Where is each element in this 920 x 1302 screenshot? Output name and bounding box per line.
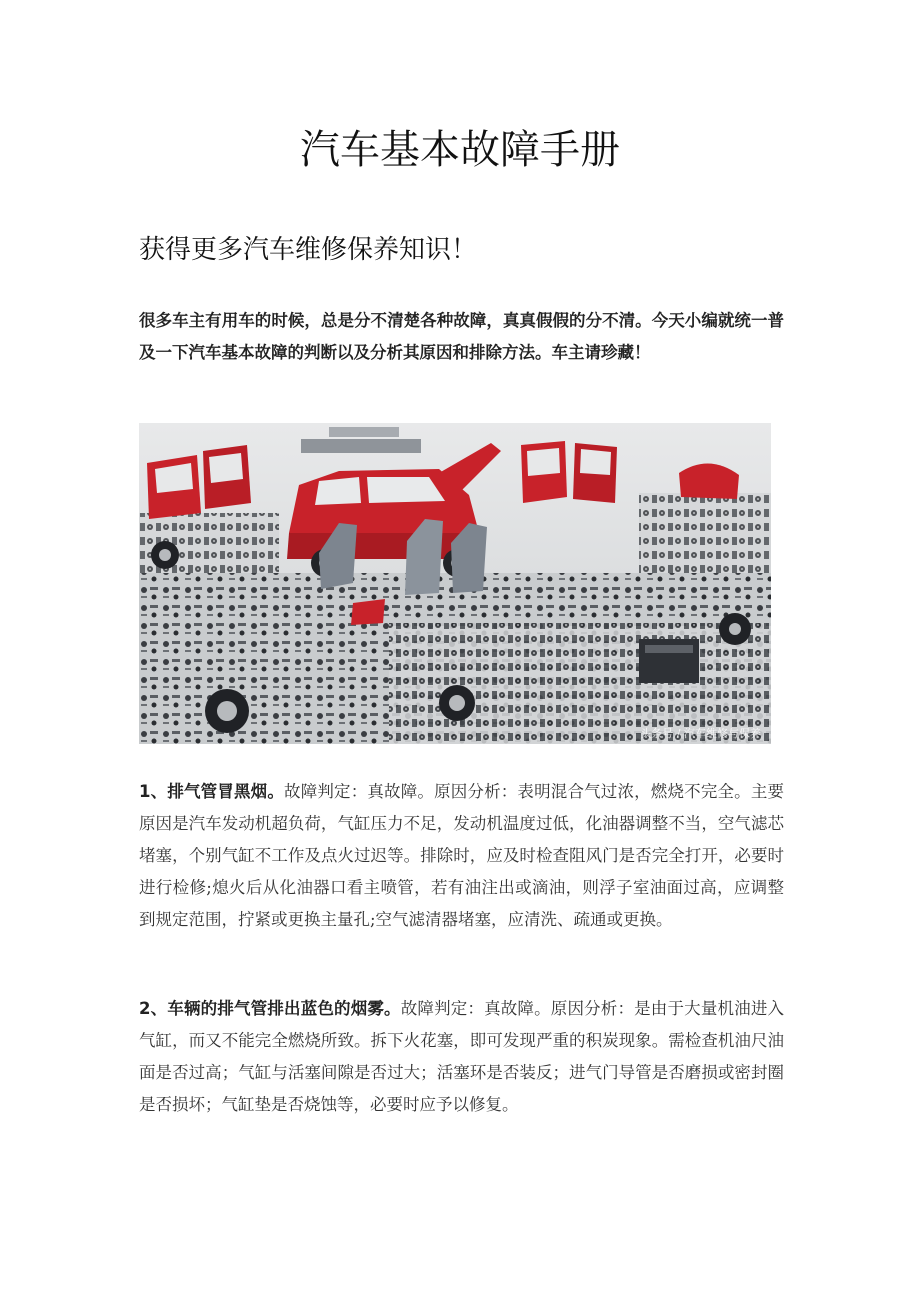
document-subtitle: 获得更多汽车维修保养知识！	[139, 235, 478, 265]
photo-watermark: 头条号 / 汽车维修与保养	[640, 727, 761, 740]
section-2-body: 故障判定：真故障。原因分析：是由于大量机油进入气缸，而又不能完全燃烧所致。拆下火花塞，即可发现严重的积炭现象。需检查机油尺油面是否过高；气缸与活塞间隙是否过大；活塞环是否装反；进气门导管是否磨损或密封圈是否损坏；气缸垫是否烧蚀等，必要时应予以修复。	[139, 999, 785, 1114]
section-2-heading: 2、车辆的排气管排出蓝色的烟雾。	[139, 999, 401, 1018]
car-parts-photo	[139, 423, 771, 744]
intro-paragraph: 很多车主有用车的时候，总是分不清楚各种故障，真真假假的分不清。今天小编就统一普及一下汽车基本故障的判断以及分析其原因和排除方法。车主请珍藏！	[139, 311, 784, 362]
car-parts-illustration	[139, 423, 771, 744]
section-1-heading: 1、排气管冒黑烟。	[139, 782, 285, 801]
section-1-body: 故障判定：真故障。原因分析：表明混合气过浓，燃烧不完全。主要原因是汽车发动机超负荷，气缸压力不足，发动机温度过低，化油器调整不当，空气滤芯堵塞，个别气缸不工作及点火过迟等。排除时，应及时检查阻风门是否完全打开，必要时进行检修;熄火后从化油器口看主喷管，若有油注出或滴油，则浮子室油面过高，应调整到规定范围，拧紧或更换主量孔;空气滤清器堵塞，应清洗、疏通或更换。	[139, 782, 785, 929]
document-title: 汽车基本故障手册	[300, 127, 620, 173]
section-1	[139, 776, 784, 936]
section-2	[139, 993, 784, 1121]
